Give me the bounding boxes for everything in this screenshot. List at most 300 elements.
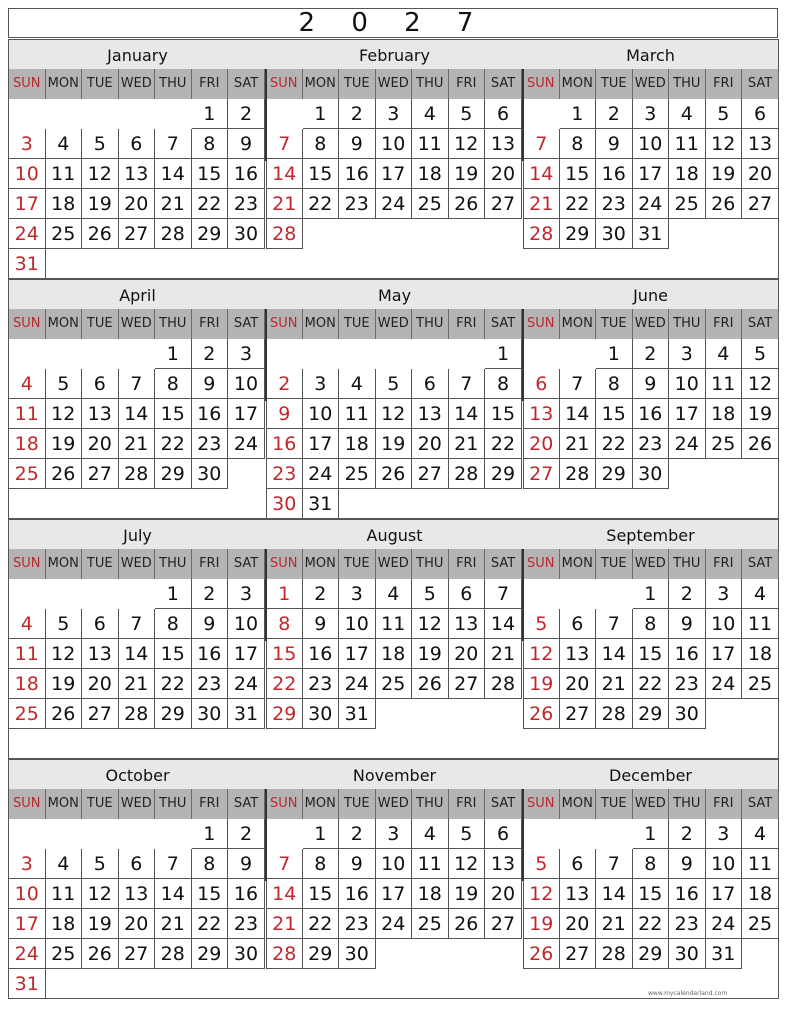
day-cell[interactable]: 29 [155, 459, 192, 489]
day-cell[interactable]: 20 [119, 189, 156, 219]
day-cell[interactable]: 4 [46, 849, 83, 879]
day-cell[interactable]: 29 [485, 459, 522, 489]
day-cell[interactable]: 15 [303, 159, 340, 189]
day-cell[interactable]: 4 [9, 609, 46, 639]
day-cell[interactable]: 26 [376, 459, 413, 489]
day-cell[interactable]: 1 [303, 99, 340, 129]
day-cell[interactable]: 12 [412, 609, 449, 639]
day-cell[interactable]: 24 [633, 189, 670, 219]
day-cell[interactable]: 29 [192, 939, 229, 969]
day-cell[interactable]: 17 [633, 159, 670, 189]
day-cell[interactable]: 23 [228, 189, 265, 219]
day-cell[interactable]: 2 [228, 819, 265, 849]
day-cell[interactable]: 3 [9, 849, 46, 879]
day-cell[interactable]: 29 [192, 219, 229, 249]
day-cell[interactable]: 2 [303, 579, 340, 609]
day-cell[interactable]: 3 [706, 819, 743, 849]
day-cell[interactable]: 24 [228, 429, 265, 459]
day-cell[interactable]: 29 [266, 699, 303, 729]
day-cell[interactable]: 21 [155, 189, 192, 219]
day-cell[interactable]: 30 [266, 489, 303, 519]
day-cell[interactable]: 4 [706, 339, 743, 369]
day-cell[interactable]: 26 [523, 939, 560, 969]
day-cell[interactable]: 19 [706, 159, 743, 189]
day-cell[interactable]: 7 [266, 129, 303, 159]
day-cell[interactable]: 8 [155, 609, 192, 639]
day-cell[interactable]: 30 [228, 219, 265, 249]
day-cell[interactable]: 9 [266, 399, 303, 429]
day-cell[interactable]: 4 [412, 99, 449, 129]
day-cell[interactable]: 4 [339, 369, 376, 399]
day-cell[interactable]: 6 [742, 99, 779, 129]
day-cell[interactable]: 7 [596, 849, 633, 879]
day-cell[interactable]: 6 [119, 129, 156, 159]
day-cell[interactable]: 14 [523, 159, 560, 189]
day-cell[interactable]: 12 [82, 159, 119, 189]
day-cell[interactable]: 25 [46, 219, 83, 249]
day-cell[interactable]: 17 [669, 399, 706, 429]
day-cell[interactable]: 19 [82, 909, 119, 939]
day-cell[interactable]: 10 [376, 129, 413, 159]
day-cell[interactable]: 6 [560, 849, 597, 879]
day-cell[interactable]: 7 [155, 129, 192, 159]
day-cell[interactable]: 9 [669, 609, 706, 639]
day-cell[interactable]: 17 [706, 639, 743, 669]
day-cell[interactable]: 23 [596, 189, 633, 219]
day-cell[interactable]: 10 [633, 129, 670, 159]
day-cell[interactable]: 6 [523, 369, 560, 399]
day-cell[interactable]: 22 [560, 189, 597, 219]
day-cell[interactable]: 29 [596, 459, 633, 489]
day-cell[interactable]: 22 [633, 669, 670, 699]
day-cell[interactable]: 13 [485, 849, 522, 879]
day-cell[interactable]: 27 [82, 699, 119, 729]
day-cell[interactable]: 26 [412, 669, 449, 699]
day-cell[interactable]: 18 [742, 639, 779, 669]
day-cell[interactable]: 15 [633, 879, 670, 909]
day-cell[interactable]: 26 [449, 909, 486, 939]
day-cell[interactable]: 1 [266, 579, 303, 609]
day-cell[interactable]: 21 [596, 669, 633, 699]
day-cell[interactable]: 6 [560, 609, 597, 639]
day-cell[interactable]: 16 [669, 639, 706, 669]
day-cell[interactable]: 28 [155, 219, 192, 249]
day-cell[interactable]: 15 [485, 399, 522, 429]
day-cell[interactable]: 22 [596, 429, 633, 459]
day-cell[interactable]: 21 [485, 639, 522, 669]
day-cell[interactable]: 17 [9, 909, 46, 939]
day-cell[interactable]: 22 [155, 669, 192, 699]
day-cell[interactable]: 14 [119, 399, 156, 429]
day-cell[interactable]: 1 [633, 819, 670, 849]
day-cell[interactable]: 25 [412, 189, 449, 219]
day-cell[interactable]: 27 [449, 669, 486, 699]
day-cell[interactable]: 20 [742, 159, 779, 189]
day-cell[interactable]: 28 [596, 699, 633, 729]
day-cell[interactable]: 17 [303, 429, 340, 459]
day-cell[interactable]: 16 [266, 429, 303, 459]
day-cell[interactable]: 4 [46, 129, 83, 159]
day-cell[interactable]: 31 [9, 969, 46, 999]
day-cell[interactable]: 28 [119, 459, 156, 489]
day-cell[interactable]: 18 [669, 159, 706, 189]
day-cell[interactable]: 31 [303, 489, 340, 519]
day-cell[interactable]: 27 [560, 939, 597, 969]
day-cell[interactable]: 11 [46, 879, 83, 909]
day-cell[interactable]: 13 [119, 159, 156, 189]
day-cell[interactable]: 5 [523, 849, 560, 879]
day-cell[interactable]: 27 [82, 459, 119, 489]
day-cell[interactable]: 16 [596, 159, 633, 189]
day-cell[interactable]: 25 [376, 669, 413, 699]
day-cell[interactable]: 7 [523, 129, 560, 159]
day-cell[interactable]: 24 [376, 909, 413, 939]
day-cell[interactable]: 11 [742, 609, 779, 639]
day-cell[interactable]: 11 [9, 639, 46, 669]
day-cell[interactable]: 5 [449, 99, 486, 129]
day-cell[interactable]: 13 [523, 399, 560, 429]
day-cell[interactable]: 1 [192, 99, 229, 129]
day-cell[interactable]: 15 [155, 639, 192, 669]
day-cell[interactable]: 15 [633, 639, 670, 669]
day-cell[interactable]: 28 [485, 669, 522, 699]
day-cell[interactable]: 30 [633, 459, 670, 489]
day-cell[interactable]: 8 [192, 849, 229, 879]
day-cell[interactable]: 3 [706, 579, 743, 609]
day-cell[interactable]: 20 [82, 429, 119, 459]
day-cell[interactable]: 17 [376, 159, 413, 189]
day-cell[interactable]: 30 [596, 219, 633, 249]
day-cell[interactable]: 16 [339, 159, 376, 189]
day-cell[interactable]: 1 [560, 99, 597, 129]
day-cell[interactable]: 5 [742, 339, 779, 369]
day-cell[interactable]: 31 [706, 939, 743, 969]
day-cell[interactable]: 21 [119, 669, 156, 699]
day-cell[interactable]: 23 [669, 909, 706, 939]
day-cell[interactable]: 23 [192, 429, 229, 459]
day-cell[interactable]: 26 [523, 699, 560, 729]
day-cell[interactable]: 12 [46, 639, 83, 669]
day-cell[interactable]: 26 [742, 429, 779, 459]
day-cell[interactable]: 10 [303, 399, 340, 429]
day-cell[interactable]: 3 [9, 129, 46, 159]
day-cell[interactable]: 31 [9, 249, 46, 279]
day-cell[interactable]: 13 [449, 609, 486, 639]
day-cell[interactable]: 7 [560, 369, 597, 399]
day-cell[interactable]: 21 [596, 909, 633, 939]
day-cell[interactable]: 20 [523, 429, 560, 459]
day-cell[interactable]: 8 [633, 609, 670, 639]
day-cell[interactable]: 22 [192, 189, 229, 219]
day-cell[interactable]: 18 [339, 429, 376, 459]
day-cell[interactable]: 16 [303, 639, 340, 669]
day-cell[interactable]: 4 [742, 579, 779, 609]
day-cell[interactable]: 7 [119, 369, 156, 399]
day-cell[interactable]: 4 [9, 369, 46, 399]
day-cell[interactable]: 15 [155, 399, 192, 429]
day-cell[interactable]: 18 [9, 669, 46, 699]
day-cell[interactable]: 11 [412, 129, 449, 159]
day-cell[interactable]: 28 [560, 459, 597, 489]
day-cell[interactable]: 5 [46, 609, 83, 639]
day-cell[interactable]: 13 [412, 399, 449, 429]
day-cell[interactable]: 25 [669, 189, 706, 219]
day-cell[interactable]: 1 [155, 339, 192, 369]
day-cell[interactable]: 14 [596, 879, 633, 909]
day-cell[interactable]: 31 [633, 219, 670, 249]
day-cell[interactable]: 7 [266, 849, 303, 879]
day-cell[interactable]: 14 [155, 159, 192, 189]
day-cell[interactable]: 27 [485, 189, 522, 219]
day-cell[interactable]: 14 [449, 399, 486, 429]
day-cell[interactable]: 8 [155, 369, 192, 399]
day-cell[interactable]: 8 [633, 849, 670, 879]
day-cell[interactable]: 20 [560, 909, 597, 939]
day-cell[interactable]: 28 [155, 939, 192, 969]
day-cell[interactable]: 11 [9, 399, 46, 429]
day-cell[interactable]: 12 [82, 879, 119, 909]
day-cell[interactable]: 13 [560, 639, 597, 669]
day-cell[interactable]: 15 [596, 399, 633, 429]
day-cell[interactable]: 25 [412, 909, 449, 939]
day-cell[interactable]: 8 [596, 369, 633, 399]
day-cell[interactable]: 26 [82, 219, 119, 249]
day-cell[interactable]: 23 [339, 189, 376, 219]
day-cell[interactable]: 19 [523, 909, 560, 939]
day-cell[interactable]: 5 [376, 369, 413, 399]
day-cell[interactable]: 9 [596, 129, 633, 159]
day-cell[interactable]: 5 [523, 609, 560, 639]
day-cell[interactable]: 23 [192, 669, 229, 699]
day-cell[interactable]: 31 [228, 699, 265, 729]
day-cell[interactable]: 13 [82, 639, 119, 669]
day-cell[interactable]: 15 [266, 639, 303, 669]
day-cell[interactable]: 11 [412, 849, 449, 879]
day-cell[interactable]: 17 [228, 399, 265, 429]
day-cell[interactable]: 5 [449, 819, 486, 849]
day-cell[interactable]: 7 [119, 609, 156, 639]
day-cell[interactable]: 18 [376, 639, 413, 669]
day-cell[interactable]: 12 [742, 369, 779, 399]
day-cell[interactable]: 13 [485, 129, 522, 159]
day-cell[interactable]: 10 [706, 849, 743, 879]
day-cell[interactable]: 2 [669, 819, 706, 849]
day-cell[interactable]: 17 [376, 879, 413, 909]
day-cell[interactable]: 26 [46, 459, 83, 489]
day-cell[interactable]: 9 [228, 849, 265, 879]
day-cell[interactable]: 18 [706, 399, 743, 429]
day-cell[interactable]: 23 [266, 459, 303, 489]
day-cell[interactable]: 2 [192, 579, 229, 609]
day-cell[interactable]: 7 [485, 579, 522, 609]
day-cell[interactable]: 6 [485, 99, 522, 129]
day-cell[interactable]: 15 [560, 159, 597, 189]
day-cell[interactable]: 2 [633, 339, 670, 369]
day-cell[interactable]: 27 [119, 219, 156, 249]
day-cell[interactable]: 16 [633, 399, 670, 429]
day-cell[interactable]: 24 [376, 189, 413, 219]
day-cell[interactable]: 17 [339, 639, 376, 669]
day-cell[interactable]: 12 [449, 849, 486, 879]
day-cell[interactable]: 18 [742, 879, 779, 909]
day-cell[interactable]: 2 [339, 99, 376, 129]
day-cell[interactable]: 5 [46, 369, 83, 399]
day-cell[interactable]: 28 [266, 939, 303, 969]
day-cell[interactable]: 27 [742, 189, 779, 219]
day-cell[interactable]: 24 [706, 669, 743, 699]
day-cell[interactable]: 10 [706, 609, 743, 639]
day-cell[interactable]: 23 [669, 669, 706, 699]
day-cell[interactable]: 3 [376, 99, 413, 129]
day-cell[interactable]: 19 [376, 429, 413, 459]
day-cell[interactable]: 9 [192, 609, 229, 639]
day-cell[interactable]: 29 [303, 939, 340, 969]
day-cell[interactable]: 23 [633, 429, 670, 459]
day-cell[interactable]: 24 [669, 429, 706, 459]
day-cell[interactable]: 8 [560, 129, 597, 159]
day-cell[interactable]: 12 [523, 879, 560, 909]
day-cell[interactable]: 13 [119, 879, 156, 909]
day-cell[interactable]: 19 [742, 399, 779, 429]
day-cell[interactable]: 24 [303, 459, 340, 489]
day-cell[interactable]: 16 [339, 879, 376, 909]
day-cell[interactable]: 16 [228, 159, 265, 189]
day-cell[interactable]: 21 [449, 429, 486, 459]
day-cell[interactable]: 18 [46, 909, 83, 939]
day-cell[interactable]: 8 [303, 849, 340, 879]
day-cell[interactable]: 20 [119, 909, 156, 939]
day-cell[interactable]: 2 [669, 579, 706, 609]
day-cell[interactable]: 6 [119, 849, 156, 879]
day-cell[interactable]: 22 [303, 909, 340, 939]
day-cell[interactable]: 11 [706, 369, 743, 399]
day-cell[interactable]: 16 [228, 879, 265, 909]
day-cell[interactable]: 18 [412, 159, 449, 189]
day-cell[interactable]: 14 [560, 399, 597, 429]
day-cell[interactable]: 10 [669, 369, 706, 399]
day-cell[interactable]: 27 [119, 939, 156, 969]
day-cell[interactable]: 9 [228, 129, 265, 159]
day-cell[interactable]: 22 [303, 189, 340, 219]
day-cell[interactable]: 11 [46, 159, 83, 189]
day-cell[interactable]: 28 [119, 699, 156, 729]
day-cell[interactable]: 30 [228, 939, 265, 969]
day-cell[interactable]: 4 [669, 99, 706, 129]
day-cell[interactable]: 24 [228, 669, 265, 699]
day-cell[interactable]: 30 [192, 459, 229, 489]
day-cell[interactable]: 2 [228, 99, 265, 129]
day-cell[interactable]: 22 [485, 429, 522, 459]
day-cell[interactable]: 31 [339, 699, 376, 729]
day-cell[interactable]: 27 [560, 699, 597, 729]
day-cell[interactable]: 9 [669, 849, 706, 879]
day-cell[interactable]: 23 [339, 909, 376, 939]
day-cell[interactable]: 14 [119, 639, 156, 669]
day-cell[interactable]: 14 [485, 609, 522, 639]
day-cell[interactable]: 1 [485, 339, 522, 369]
day-cell[interactable]: 3 [633, 99, 670, 129]
day-cell[interactable]: 19 [449, 159, 486, 189]
day-cell[interactable]: 16 [669, 879, 706, 909]
day-cell[interactable]: 26 [82, 939, 119, 969]
day-cell[interactable]: 3 [376, 819, 413, 849]
day-cell[interactable]: 27 [412, 459, 449, 489]
day-cell[interactable]: 21 [266, 909, 303, 939]
day-cell[interactable]: 3 [339, 579, 376, 609]
day-cell[interactable]: 10 [339, 609, 376, 639]
day-cell[interactable]: 13 [82, 399, 119, 429]
day-cell[interactable]: 7 [596, 609, 633, 639]
day-cell[interactable]: 11 [669, 129, 706, 159]
day-cell[interactable]: 25 [46, 939, 83, 969]
day-cell[interactable]: 12 [449, 129, 486, 159]
day-cell[interactable]: 3 [228, 579, 265, 609]
day-cell[interactable]: 5 [82, 849, 119, 879]
day-cell[interactable]: 6 [82, 369, 119, 399]
day-cell[interactable]: 3 [669, 339, 706, 369]
day-cell[interactable]: 28 [449, 459, 486, 489]
day-cell[interactable]: 12 [46, 399, 83, 429]
day-cell[interactable]: 27 [523, 459, 560, 489]
day-cell[interactable]: 30 [192, 699, 229, 729]
day-cell[interactable]: 13 [742, 129, 779, 159]
day-cell[interactable]: 27 [485, 909, 522, 939]
day-cell[interactable]: 29 [155, 699, 192, 729]
day-cell[interactable]: 29 [560, 219, 597, 249]
day-cell[interactable]: 8 [266, 609, 303, 639]
day-cell[interactable]: 30 [339, 939, 376, 969]
day-cell[interactable]: 7 [449, 369, 486, 399]
day-cell[interactable]: 25 [9, 459, 46, 489]
day-cell[interactable]: 24 [339, 669, 376, 699]
day-cell[interactable]: 29 [633, 699, 670, 729]
day-cell[interactable]: 17 [706, 879, 743, 909]
day-cell[interactable]: 4 [412, 819, 449, 849]
day-cell[interactable]: 28 [523, 219, 560, 249]
day-cell[interactable]: 11 [339, 399, 376, 429]
day-cell[interactable]: 1 [155, 579, 192, 609]
day-cell[interactable]: 17 [9, 189, 46, 219]
day-cell[interactable]: 30 [669, 939, 706, 969]
day-cell[interactable]: 18 [412, 879, 449, 909]
day-cell[interactable]: 10 [376, 849, 413, 879]
day-cell[interactable]: 20 [82, 669, 119, 699]
day-cell[interactable]: 24 [9, 939, 46, 969]
day-cell[interactable]: 9 [339, 129, 376, 159]
day-cell[interactable]: 19 [82, 189, 119, 219]
day-cell[interactable]: 22 [192, 909, 229, 939]
day-cell[interactable]: 25 [742, 909, 779, 939]
day-cell[interactable]: 29 [633, 939, 670, 969]
day-cell[interactable]: 15 [192, 159, 229, 189]
day-cell[interactable]: 25 [339, 459, 376, 489]
day-cell[interactable]: 21 [119, 429, 156, 459]
day-cell[interactable]: 6 [412, 369, 449, 399]
day-cell[interactable]: 7 [155, 849, 192, 879]
day-cell[interactable]: 10 [9, 159, 46, 189]
day-cell[interactable]: 9 [633, 369, 670, 399]
day-cell[interactable]: 12 [706, 129, 743, 159]
day-cell[interactable]: 14 [596, 639, 633, 669]
day-cell[interactable]: 15 [192, 879, 229, 909]
day-cell[interactable]: 21 [155, 909, 192, 939]
day-cell[interactable]: 4 [376, 579, 413, 609]
day-cell[interactable]: 24 [706, 909, 743, 939]
day-cell[interactable]: 22 [155, 429, 192, 459]
day-cell[interactable]: 21 [523, 189, 560, 219]
day-cell[interactable]: 26 [449, 189, 486, 219]
day-cell[interactable]: 21 [560, 429, 597, 459]
